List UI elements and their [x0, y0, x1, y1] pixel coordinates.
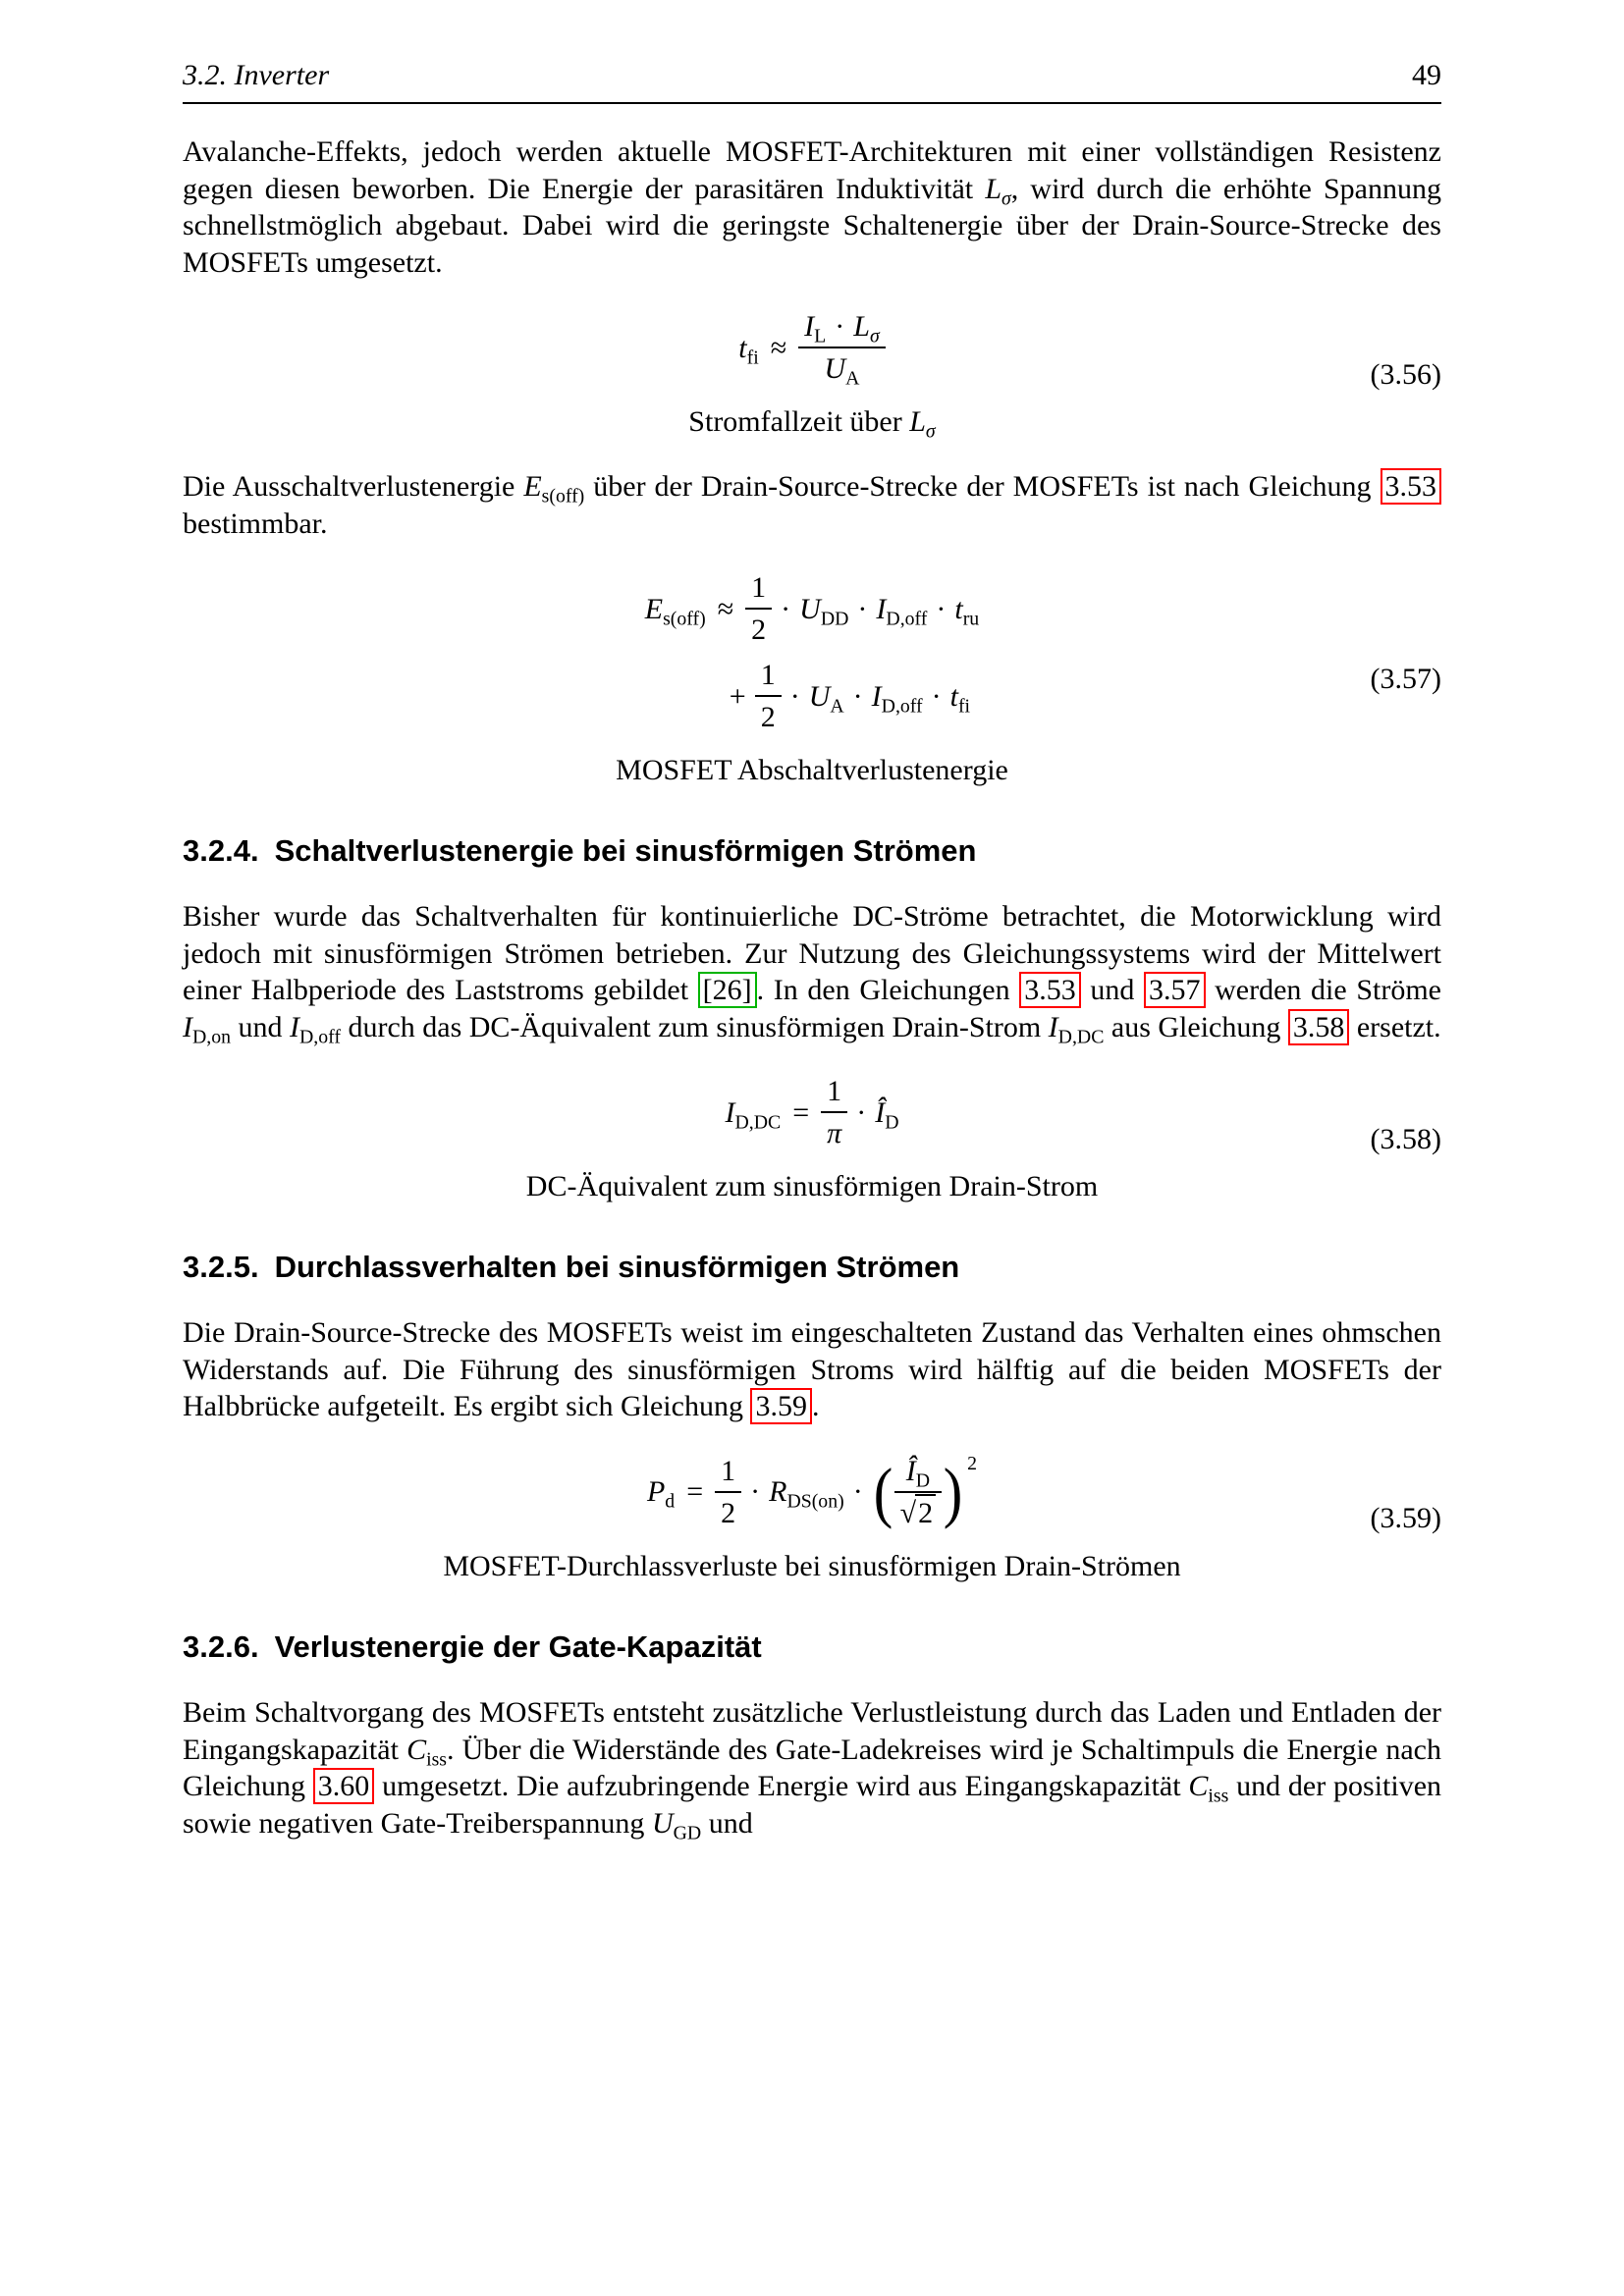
math-I-Doff: $I_{D,off}$	[871, 679, 923, 717]
equation-ref-3-59[interactable]: 3.59	[750, 1388, 812, 1424]
equation-caption: Stromfallzeit über $L_\sigma$	[688, 405, 936, 443]
body-text: über der Drain-Source-Strecke der MOSFETs ist nach Gleichung	[584, 470, 1380, 503]
numerator: $I_L \cdot L_\sigma$	[804, 310, 880, 347]
equation-row	[183, 310, 1441, 390]
paragraph-gate-kapazitaet	[183, 1694, 1441, 1842]
math-t-fi: $t_{fi}$	[949, 679, 971, 717]
paragraph-sinus-schaltverhalten	[183, 898, 1441, 1048]
math-t-fi: $t_{fi}$	[738, 331, 759, 368]
citation-26[interactable]: [26]	[698, 972, 757, 1008]
parenthesized-term	[872, 1452, 978, 1530]
equation-ref-3-58[interactable]: 3.58	[1288, 1009, 1350, 1045]
equation-content	[738, 310, 885, 390]
page-number: 49	[1412, 59, 1441, 91]
equation-content	[726, 1075, 899, 1150]
math-t-ru: $t_{ru}$	[954, 592, 980, 629]
cdot: ·	[852, 679, 863, 713]
section-title: Verlustenergie der Gate-Kapazität	[274, 1629, 762, 1664]
section-heading-3-2-5	[183, 1249, 1441, 1285]
inline-math-E-soff: $E_{s(off)}$	[523, 470, 585, 507]
body-text: Avalanche-Effekts, jedoch werden aktuelle MOSFET-Architekturen mit einer vollständigen Resistenz gegen diesen beworben. Die Energie der parasitären Induktivität	[183, 135, 1441, 205]
cdot: ·	[931, 679, 942, 713]
header-section-title: 3.2. Inverter	[183, 59, 330, 91]
inline-math-I-Doff: $I_{D,off}$	[290, 1010, 341, 1048]
sqrt-symbol: √	[899, 1496, 917, 1529]
body-text: Bisher wurde das Schaltverhalten für kontinuierliche DC-Ströme betrachtet, die Motorwicklung wird jedoch mit sinusförmigen Strömen betrieben. Zur Nutzung des Gleichungssystems wird der Mittelwert einer Halbperiode des Laststroms gebildet	[183, 900, 1441, 1007]
inline-math-I-Don: $I_{D,on}$	[183, 1010, 232, 1048]
section-title: Durchlassverhalten bei sinusförmigen Strömen	[274, 1250, 960, 1285]
body-text: Die Drain-Source-Strecke des MOSFETs weist im eingeschalteten Zustand das Verhalten eines ohmschen Widerstands auf. Die Führung des sinusförmigen Stroms wird hälftig auf die beiden MOSFETs der Halbbrücke aufgeteilt. Es ergibt sich Gleichung	[183, 1316, 1441, 1423]
fraction-one-over-pi: $\frac{1}{\pi}$	[821, 1075, 847, 1150]
body-text: und der positiven sowie negativen Gate-Treiberspannung	[183, 1770, 1442, 1840]
inline-math-U-GD: $U_{GD}$	[651, 1806, 702, 1843]
cdot: ·	[856, 1095, 867, 1129]
equation-number: (3.59)	[1370, 1502, 1441, 1535]
math-U-DD: $U_{DD}$	[799, 592, 849, 629]
inline-math-C-iss: $C_{iss}$	[406, 1733, 448, 1770]
math-U-A: $U_A$	[808, 679, 844, 717]
math-R-DSon: $R_{DS(on)}$	[769, 1475, 844, 1513]
body-text: aus Gleichung	[1104, 1010, 1288, 1043]
cdot: ·	[781, 592, 791, 625]
inline-math-I-DDC: $I_{D,DC}$	[1048, 1010, 1105, 1048]
body-text: Beim Schaltvorgang des MOSFETs entsteht zusätzliche Verlustleistung durch das Laden und Entladen der Eingangskapazität	[183, 1696, 1441, 1766]
paragraph-ausschaltverlust	[183, 468, 1441, 542]
inline-math-L-sigma: $L_\sigma$	[909, 405, 936, 443]
equation-ref-3-53[interactable]: 3.53	[1019, 972, 1081, 1008]
equation-3-57	[183, 571, 1441, 787]
equation-ref-3-53[interactable]: 3.53	[1380, 468, 1442, 505]
cdot: ·	[857, 592, 868, 625]
body-text: .	[811, 1390, 820, 1423]
numerator: $Î_D$	[905, 1454, 931, 1492]
inline-math-C-iss: $C_{iss}$	[1188, 1770, 1229, 1807]
left-paren: (	[873, 1454, 893, 1529]
fraction-one-half: $\frac{1}{2}$	[755, 659, 782, 734]
body-text: und	[231, 1010, 291, 1043]
equation-ref-3-57[interactable]: 3.57	[1144, 972, 1206, 1008]
equation-row	[183, 1452, 1441, 1530]
equation-row	[183, 1075, 1441, 1150]
running-header	[183, 59, 1441, 104]
math-E-soff: $E_{s(off)}$	[644, 592, 706, 629]
math-I-hat-D: $Î_D$	[875, 1095, 899, 1134]
math-P-d: $P_d$	[646, 1475, 676, 1513]
equation-caption: MOSFET-Durchlassverluste bei sinusförmigen Drain-Strömen	[443, 1549, 1181, 1582]
exponent: 2	[967, 1452, 978, 1474]
plus-symbol: +	[729, 679, 746, 713]
equals-symbol: =	[792, 1095, 810, 1129]
cdot: ·	[852, 1475, 863, 1509]
inline-math-L-sigma: $L_\sigma$	[985, 172, 1011, 209]
body-text: ersetzt.	[1349, 1010, 1441, 1043]
equation-content	[646, 1452, 978, 1530]
equation-line-1	[645, 571, 979, 647]
equation-3-58	[183, 1075, 1441, 1203]
section-heading-3-2-6	[183, 1629, 1441, 1665]
approx-symbol: ≈	[717, 592, 734, 625]
body-text: umgesetzt. Die aufzubringende Energie wird aus Eingangskapazität	[374, 1770, 1189, 1803]
math-I-Doff: $I_{D,off}$	[876, 592, 928, 629]
paragraph-durchlass	[183, 1314, 1441, 1425]
equation-number: (3.56)	[1370, 357, 1441, 391]
math-I-DDC: $I_{D,DC}$	[725, 1095, 782, 1134]
body-text: bestimmbar.	[183, 507, 328, 540]
equation-content	[645, 571, 979, 734]
denominator: $U_A$	[798, 347, 886, 386]
equation-caption: MOSFET Abschaltverlustenergie	[616, 754, 1008, 786]
denominator: √2	[894, 1491, 942, 1530]
equation-ref-3-60[interactable]: 3.60	[313, 1768, 375, 1804]
right-paren: )	[943, 1454, 963, 1529]
section-heading-3-2-4	[183, 832, 1441, 869]
body-text: und	[1080, 974, 1145, 1007]
approx-symbol: ≈	[770, 331, 787, 364]
section-title: Schaltverlustenergie bei sinusförmigen Strömen	[274, 833, 977, 868]
fraction-one-half: $\frac{1}{2}$	[745, 571, 772, 647]
section-number: 3.2.4.	[183, 833, 259, 868]
equation-number: (3.57)	[1370, 663, 1441, 695]
equation-line-2	[730, 659, 979, 734]
equation-3-56	[183, 310, 1441, 443]
cdot: ·	[789, 679, 800, 713]
equation-3-59	[183, 1452, 1441, 1583]
equals-symbol: =	[686, 1475, 704, 1509]
paragraph-avalanche	[183, 133, 1441, 281]
body-text: . In den Gleichungen	[756, 974, 1020, 1007]
section-number: 3.2.5.	[183, 1250, 259, 1285]
body-text: werden die Ströme	[1205, 974, 1441, 1007]
equation-number: (3.58)	[1370, 1122, 1441, 1155]
body-text: , wird durch die erhöhte Spannung schnellstmöglich abgebaut. Dabei wird die geringste Schaltenergie über der Drain-Source-Strecke des MOSFETs umgesetzt.	[183, 172, 1441, 279]
body-text: durch das DC-Äquivalent zum sinusförmigen Drain-Strom	[340, 1010, 1049, 1043]
equation-row	[183, 571, 1441, 734]
cdot: ·	[750, 1475, 761, 1509]
fraction	[894, 1455, 942, 1530]
body-text: . Über die Widerstände des Gate-Ladekreises wird je Schaltimpuls die Energie nach Gleichung	[183, 1733, 1441, 1803]
section-number: 3.2.6.	[183, 1629, 259, 1664]
equation-caption: DC-Äquivalent zum sinusförmigen Drain-Strom	[525, 1170, 1099, 1203]
body-text: und	[701, 1806, 753, 1840]
cdot: ·	[936, 592, 947, 625]
fraction-one-half: $\frac{1}{2}$	[715, 1455, 741, 1530]
body-text: Die Ausschaltverlustenergie	[183, 470, 524, 503]
fraction	[798, 310, 886, 390]
